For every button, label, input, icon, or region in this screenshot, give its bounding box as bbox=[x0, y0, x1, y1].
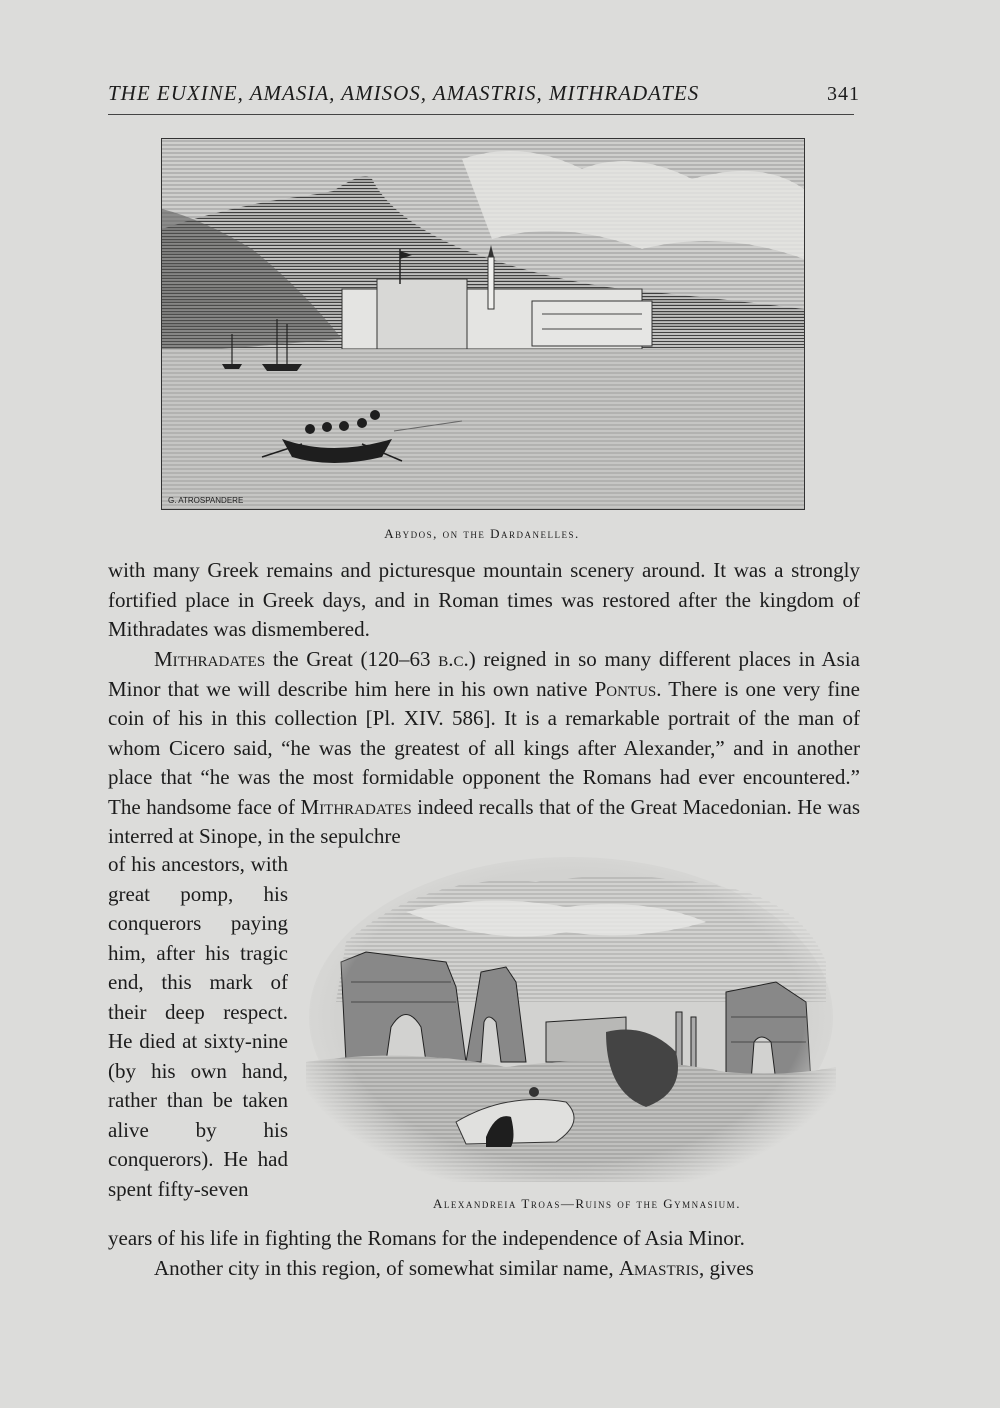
text-run: gives bbox=[704, 1255, 754, 1280]
wrapped-text-column: of his ancestors, with great pomp, his conquerors paying him, after his tragic end, this mark of their deep respect. He died at sixty-nine (by his own hand, rather than be taken alive by his conquerors). He had spent fifty-seven bbox=[108, 852, 288, 1201]
figure-caption-alexandreia bbox=[306, 1196, 868, 1212]
name-amastris: Amastris, bbox=[618, 1255, 705, 1280]
header-rule bbox=[108, 114, 854, 115]
running-head bbox=[108, 72, 860, 106]
text-run: There is one very fine coin of his in this collection [Pl. XIV. 586]. It is a remarkable portrait of the man of whom Cicero said, “he was the greatest of all kings after Alexander,” and in another place that “he was the most formidable opponent the Romans had ever encountered.” The handsome face of bbox=[108, 676, 860, 819]
text-run: Another city in this region, of somewhat similar name, bbox=[154, 1255, 619, 1280]
text-run: indeed recalls that of the Great Macedonian. He was interred at Sinope, in the sepulchre bbox=[108, 794, 861, 848]
text-run: ) reigned in so many different places in Asia Minor that we will describe him here in his own native bbox=[108, 647, 860, 701]
caption-text: Abydos, on the Dardanelles. bbox=[384, 526, 580, 541]
figure-caption-abydos bbox=[161, 526, 803, 542]
paragraph-2 bbox=[108, 645, 860, 852]
page-number: 341 bbox=[827, 83, 860, 105]
text-run: the Great (120–63 bbox=[265, 647, 439, 671]
alexandreia-troas-engraving bbox=[306, 852, 836, 1182]
running-head-title: THE EUXINE, AMASIA, AMISOS, AMASTRIS, MITHRADATES bbox=[108, 81, 700, 105]
text-line: years of his life in fighting the Romans for the independence of Asia Minor. bbox=[108, 1226, 745, 1250]
name-mithradates: Mithradates bbox=[300, 794, 412, 819]
closing-paragraph bbox=[108, 1224, 864, 1283]
paragraph-3 bbox=[108, 1254, 864, 1284]
paragraph-1: with many Greek remains and picturesque mountain scenery around. It was a strongly fortified place in Greek days, and in Roman times was restored after the kingdom of Mithradates was dismembered. bbox=[108, 558, 860, 641]
name-pontus: Pontus. bbox=[594, 676, 662, 701]
name-mithradates: Mithradates bbox=[154, 647, 266, 671]
engraver-signature: G. ATROSPANDERE bbox=[168, 496, 244, 505]
abydos-engraving bbox=[161, 138, 805, 510]
era-abbrev: b.c. bbox=[438, 647, 469, 671]
caption-text: Alexandreia Troas—Ruins of the Gymnasium. bbox=[433, 1196, 741, 1211]
